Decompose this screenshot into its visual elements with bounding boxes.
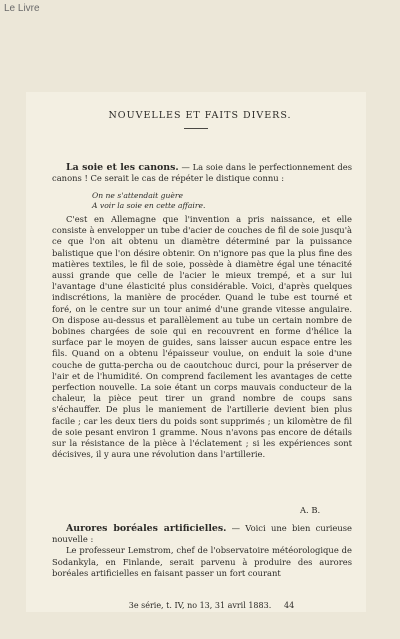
article-1-signature: A. B. <box>300 505 321 515</box>
verse-line-2: A voir la soie en cette affaire. <box>92 201 206 210</box>
article-1-heading: La soie et les canons. <box>66 162 179 173</box>
article-2-body-text: Le professeur Lemstrom, chef de l'observatoire météorologique de Sodankyla, en Finlande, serait parvenu à produire des aurores boréales artificielles en faisant passer un fort courant <box>52 545 352 578</box>
article-1-body-text: C'est en Allemagne que l'invention a pris naissance, et elle consiste à envelopper un tube d'acier de couches de fil de soie jusqu'à ce que l'on ait obtenu un diamètre déterminé par la puissance balistique que l'on désire obtenir. On n'ignore pas que la plus fine des matières textiles, le fil de soie, possède à diamètre égal une ténacité aussi grande que celle de l'acier le mieux trempé, et a sur lui l'avantage d'une élasticité plus considérable. Voici, d'après quelques indiscrétions, la manière de procéder. Quand le tube est tourné et foré, on le centre sur un tour animé d'une grande vitesse angulaire. On dispose au-dessus et parallèlement au tube un certain nombre de bobines chargées de soie qui en recouvrent en forme d'hélice la surface par le moyen de guides, sans laisser aucun espace entre les fils. Quand on a obtenu l'épaisseur voulue, on enduit la soie d'une couche de gutta-percha ou de caoutchouc durci, pour la préserver de l'air et de l'humidité. On comprend facilement les avantages de cette perfection nouvelle. La soie étant un corps mauvais conducteur de la chaleur, la pièce peut tirer un grand nombre de coups sans s'échauffer. De plus le maniement de l'artillerie devient bien plus facile ; car les deux tiers du poids sont supprimés ; un kilomètre de fil de soie pesant environ 1 gramme. Nous n'avons pas encore de détails sur la résistance de la pièce à l'éclatement ; si les expériences sont décisives, il y aura une révolution dans l'artillerie. <box>52 214 352 460</box>
title-divider <box>184 128 208 129</box>
article-2-heading: Aurores boréales artificielles. <box>66 523 227 534</box>
article-1-body <box>52 214 352 460</box>
watermark: Le Livre <box>4 3 40 14</box>
page-title: NOUVELLES ET FAITS DIVERS. <box>108 110 292 121</box>
article-1-intro-text: — La soie dans le perfectionnement des canons ! Ce serait le cas de répéter le distique connu : <box>52 162 352 184</box>
footer-citation: 3e série, t. IV, no 13, 31 avril 1883. <box>128 601 272 610</box>
verse <box>92 191 322 211</box>
page-number: 44 <box>284 601 295 610</box>
article-2-intro-text: — Voici une bien curieuse nouvelle : <box>52 523 352 545</box>
article-2 <box>52 523 352 579</box>
verse-line-1: On ne s'attendait guère <box>92 191 183 200</box>
page-footer <box>0 601 400 610</box>
article-1-intro <box>52 162 352 184</box>
